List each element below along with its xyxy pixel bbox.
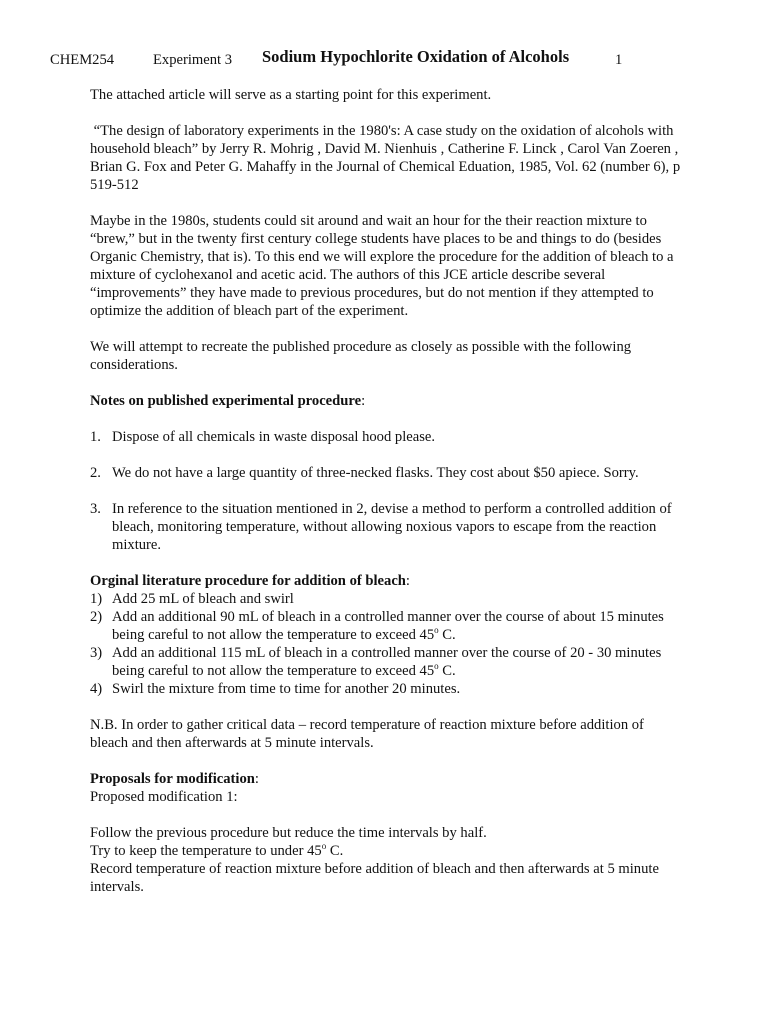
list-number: 3. bbox=[90, 501, 101, 517]
page-header bbox=[0, 48, 768, 70]
procedure-list-wrapper bbox=[90, 590, 685, 698]
degree-superscript: o bbox=[434, 625, 439, 635]
list-number: 2) bbox=[90, 609, 103, 625]
notes-list bbox=[90, 428, 685, 554]
list-number: 3) bbox=[90, 645, 103, 661]
list-item bbox=[90, 590, 685, 608]
list-item bbox=[90, 680, 685, 698]
list-number: 2. bbox=[90, 465, 101, 481]
proposal-subheading: Proposed modification 1: bbox=[90, 789, 238, 805]
notes-heading-colon: : bbox=[361, 393, 366, 409]
proposals-heading-colon: : bbox=[254, 771, 259, 787]
list-item-text: Add an additional 115 mL of bleach in a controlled manner over the course of 20 - 30 minutes being careful to not allow the temperature to exceed 45 bbox=[112, 645, 662, 679]
considerations-paragraph: We will attempt to recreate the published procedure as closely as possible with the following considerations. bbox=[90, 339, 632, 373]
document-title: Sodium Hypochlorite Oxidation of Alcohols bbox=[262, 47, 570, 66]
course-code: CHEM254 bbox=[50, 52, 115, 68]
nb-paragraph: N.B. In order to gather critical data – record temperature of reaction mixture before addition of bleach and then afterwards at 5 minute intervals. bbox=[90, 717, 644, 751]
notes-heading bbox=[90, 392, 685, 410]
list-item-text: Add 25 mL of bleach and swirl bbox=[112, 591, 294, 607]
page-number: 1 bbox=[615, 52, 623, 68]
procedure-heading-colon: : bbox=[405, 573, 410, 589]
list-number: 4) bbox=[90, 681, 103, 697]
unit-text: C. bbox=[438, 627, 456, 643]
list-item-text: Add an additional 90 mL of bleach in a controlled manner over the course of about 15 minutes being careful to not allow the temperature to exceed 45 bbox=[112, 609, 664, 643]
degree-superscript: o bbox=[321, 841, 327, 851]
citation-paragraph bbox=[90, 122, 685, 194]
list-item bbox=[90, 644, 685, 680]
proposal-line-3: Record temperature of reaction mixture before addition of bleach and then afterwards at 5 minute intervals. bbox=[90, 861, 659, 895]
degree-superscript: o bbox=[434, 661, 439, 671]
experiment-label: Experiment 3 bbox=[153, 52, 233, 68]
proposal-line-2 bbox=[90, 842, 685, 860]
proposal-line-2-text: Try to keep the temperature to under 45 bbox=[90, 843, 322, 859]
proposal-line-1: Follow the previous procedure but reduce the time intervals by half. bbox=[90, 825, 487, 841]
notes-heading-text: Notes on published experimental procedure bbox=[90, 393, 362, 409]
list-item-text: In reference to the situation mentioned in 2, devise a method to perform a controlled addition of bleach, monitoring temperature, without allowing noxious vapors to escape from the reaction mixture. bbox=[112, 501, 672, 553]
citation-text: “The design of laboratory experiments in the 1980's: A case study on the oxidation of alcohols with household bleach” by Jerry R. Mohrig , David M. Nienhuis , Catherine F. Linck , Carol Van Zoeren , Brian G. Fox and Peter G. Mahaffy in the Journal of Chemical Eduation, 1985, Vol. 62 (number 6), p 519-512 bbox=[90, 123, 681, 193]
list-item-text: Dispose of all chemicals in waste disposal hood please. bbox=[112, 429, 436, 445]
list-item bbox=[90, 608, 685, 644]
motivation-paragraph: Maybe in the 1980s, students could sit around and wait an hour for the their reaction mixture to “brew,” but in the twenty first century college students have places to be and things to do (besides Organic Chemistry, that is). To this end we will explore the procedure for the addition of bleach to a mixture of cyclohexanol and acetic acid. The authors of this JCE article describe several “improvements” they have made to previous procedures, but do not mention if they attempted to optimize the addition of bleach part of the experiment. bbox=[90, 213, 674, 319]
list-item bbox=[90, 464, 685, 482]
list-item bbox=[90, 500, 685, 554]
list-number: 1. bbox=[90, 429, 101, 445]
unit-text: C. bbox=[326, 843, 344, 859]
proposals-heading bbox=[90, 770, 685, 788]
procedure-heading-text: Orginal literature procedure for addition of bleach bbox=[90, 573, 406, 589]
document-body bbox=[90, 86, 685, 896]
list-number: 1) bbox=[90, 591, 103, 607]
procedure-heading bbox=[90, 572, 685, 590]
intro-paragraph: The attached article will serve as a starting point for this experiment. bbox=[90, 87, 492, 103]
procedure-list bbox=[90, 590, 685, 698]
list-item-text: We do not have a large quantity of three-necked flasks. They cost about $50 apiece. Sorry. bbox=[112, 465, 639, 481]
list-item bbox=[90, 428, 685, 446]
proposals-heading-text: Proposals for modification bbox=[90, 771, 255, 787]
list-item-text: Swirl the mixture from time to time for another 20 minutes. bbox=[112, 681, 461, 697]
unit-text: C. bbox=[438, 663, 456, 679]
